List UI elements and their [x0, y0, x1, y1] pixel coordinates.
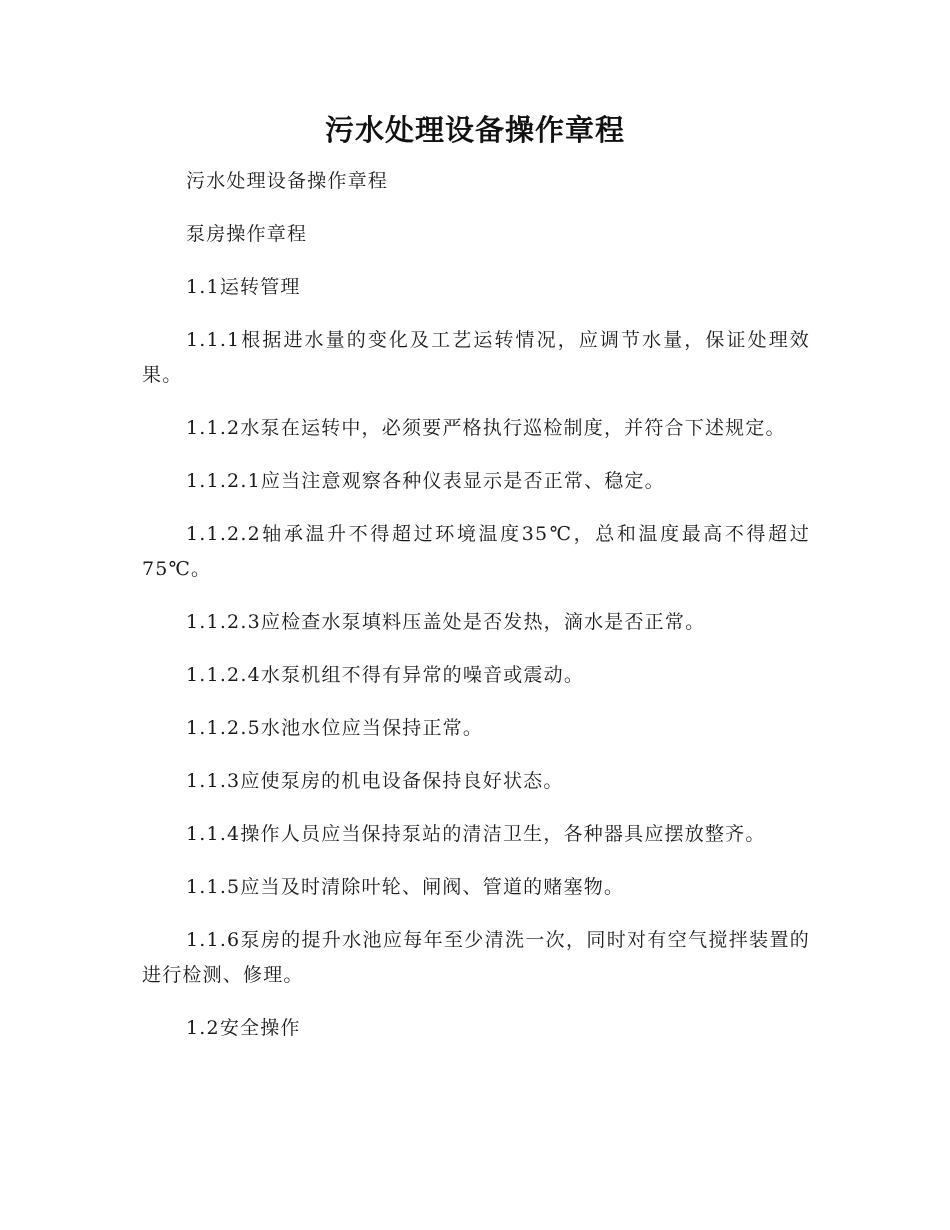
paragraph-1-1-4: 1.1.4操作人员应当保持泵站的清洁卫生，各种器具应摆放整齐。: [186, 823, 766, 845]
paragraph-1-1-2-4: 1.1.2.4水泵机组不得有异常的噪音或震动。: [186, 664, 585, 686]
paragraph-1-1-2-2: 1.1.2.2轴承温升不得超过环境温度35℃，总和温度最高不得超过75℃。: [142, 523, 810, 580]
paragraph-1-2: 1.2安全操作: [186, 1017, 301, 1039]
paragraph-1-1-5: 1.1.5应当及时清除叶轮、闸阀、管道的赌塞物。: [186, 876, 625, 898]
paragraph-1-1-2-5: 1.1.2.5水池水位应当保持正常。: [186, 717, 484, 739]
paragraph-1-1-2-1: 1.1.2.1应当注意观察各种仪表显示是否正常、稳定。: [186, 470, 665, 492]
paragraph-1-1-3: 1.1.3应使泵房的机电设备保持良好状态。: [186, 770, 564, 792]
paragraph-1-1-2: 1.1.2水泵在运转中，必须要严格执行巡检制度，并符合下述规定。: [186, 417, 786, 439]
paragraph-1-1-2-3: 1.1.2.3应检查水泵填料压盖处是否发热，滴水是否正常。: [186, 611, 706, 633]
paragraph-1-1: 1.1运转管理: [186, 276, 301, 298]
paragraph-heading: 污水处理设备操作章程: [186, 170, 389, 192]
document-title: 污水处理设备操作章程: [324, 113, 625, 147]
document-body: [142, 164, 810, 1064]
paragraph-section: 泵房操作章程: [186, 223, 308, 245]
paragraph-1-1-1: 1.1.1根据进水量的变化及工艺运转情况，应调节水量，保证处理效果。: [142, 329, 810, 386]
paragraph-1-1-6: 1.1.6泵房的提升水池应每年至少清洗一次，同时对有空气搅拌装置的进行检测、修理。: [142, 929, 810, 986]
